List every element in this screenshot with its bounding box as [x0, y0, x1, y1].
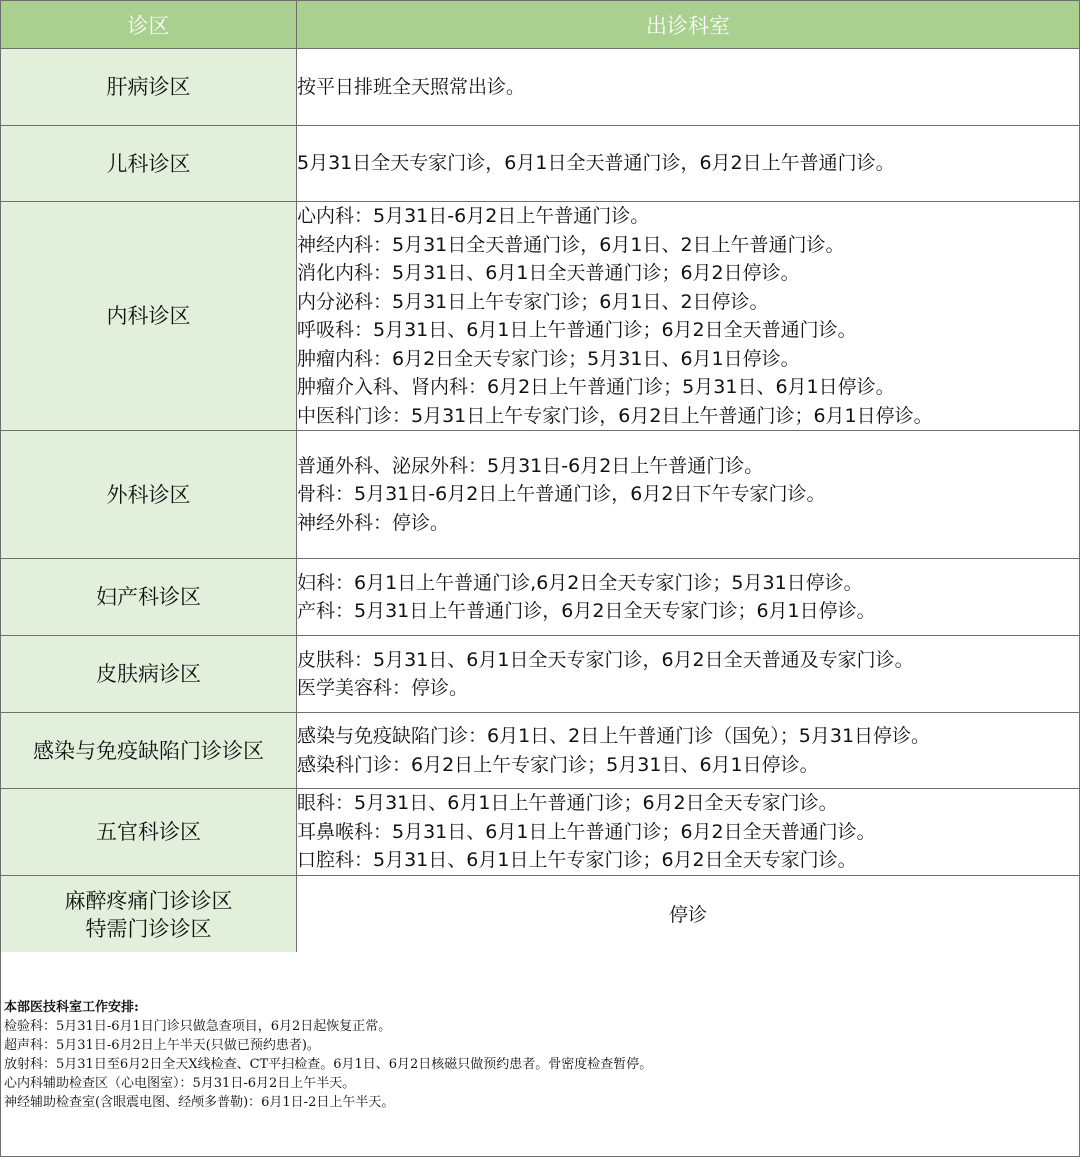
- table-row: [1, 126, 1080, 202]
- dept-cell: [297, 789, 1080, 876]
- dept-line: 皮肤科：5月31日、6月1日全天专家门诊，6月2日全天普通及专家门诊。: [297, 648, 914, 671]
- dept-column-header: 出诊科室: [297, 1, 1080, 49]
- dept-line: 产科：5月31日上午普通门诊，6月2日全天专家门诊；6月1日停诊。: [297, 600, 876, 622]
- dept-line: 按平日排班全天照常出诊。: [297, 75, 526, 98]
- dept-cell: [297, 431, 1080, 559]
- notes-line: 检验科：5月31日-6月1日门诊只做急查项目，6月2日起恢复正常。: [4, 1019, 392, 1034]
- dept-cell: [297, 126, 1080, 202]
- dept-line: 中医科门诊：5月31日上午专家门诊，6月2日上午普通门诊；6月1日停诊。: [297, 404, 933, 427]
- zone-cell: [1, 789, 297, 876]
- zone-label: 妇产科诊区: [96, 585, 201, 609]
- dept-line: 骨科：5月31日-6月2日上午普通门诊，6月2日下午专家门诊。: [297, 483, 826, 506]
- table-row: [1, 559, 1080, 636]
- dept-cell: [297, 713, 1080, 789]
- notes-line: 神经辅助检查室(含眼震电图、经颅多普勒)：6月1日-2日上午半天。: [4, 1095, 395, 1110]
- zone-cell: [1, 49, 297, 126]
- dept-line: 内分泌科：5月31日上午专家门诊；6月1日、2日停诊。: [297, 290, 769, 313]
- zone-cell: [1, 559, 297, 636]
- dept-line: 感染与免疫缺陷门诊：6月1日、2日上午普通门诊（国免）；5月31日停诊。: [297, 725, 931, 747]
- notes-line: 心内科辅助检查区（心电图室）：5月31日-6月2日上午半天。: [4, 1076, 356, 1091]
- table-row: [1, 49, 1080, 126]
- dept-cell: [297, 636, 1080, 713]
- dept-cell: [297, 202, 1080, 431]
- zone-label: 五官科诊区: [96, 819, 201, 844]
- zone-label: 内科诊区: [106, 304, 191, 328]
- notes-title: 本部医技科室工作安排:: [4, 1000, 139, 1015]
- dept-line: 耳鼻喉科：5月31日、6月1日上午普通门诊；6月2日全天普通门诊。: [297, 820, 876, 843]
- notes-body: [4, 998, 652, 1112]
- table-row: [1, 636, 1080, 713]
- dept-line: 神经内科：5月31日全天普通门诊，6月1日、2日上午普通门诊。: [297, 233, 845, 256]
- dept-cell: [297, 49, 1080, 126]
- header-row: [1, 1, 1080, 49]
- zone-label: 麻醉疼痛门诊诊区: [64, 889, 233, 913]
- zone-cell: [1, 636, 297, 713]
- table-row: [1, 789, 1080, 876]
- dept-line: 心内科：5月31日-6月2日上午普通门诊。: [297, 205, 650, 227]
- notes-line: 超声科：5月31日-6月2日上午半天(只做已预约患者)。: [4, 1038, 320, 1053]
- zone-cell: [1, 431, 297, 559]
- notes-section: [0, 952, 1080, 1157]
- zone-cell: [1, 875, 297, 955]
- dept-line: 感染科门诊：6月2日上午专家门诊；5月31日、6月1日停诊。: [297, 753, 819, 776]
- table-row: [1, 202, 1080, 431]
- dept-cell: [297, 559, 1080, 636]
- dept-line: 5月31日全天专家门诊，6月1日全天普通门诊，6月2日上午普通门诊。: [297, 152, 895, 175]
- zone-label: 外科诊区: [106, 482, 191, 507]
- zone-label: 感染与免疫缺陷门诊诊区: [33, 738, 264, 763]
- dept-line: 医学美容科：停诊。: [297, 677, 469, 699]
- zone-column-header: 诊区: [1, 1, 297, 49]
- dept-line: 消化内科：5月31日、6月1日全天普通门诊；6月2日停诊。: [297, 262, 800, 284]
- notes-line: 放射科：5月31日至6月2日全天X线检查、CT平扫检查。6月1日、6月2日核磁只做预约患者。骨密度检查暂停。: [4, 1057, 653, 1072]
- dept-line: 肿瘤内科：6月2日全天专家门诊；5月31日、6月1日停诊。: [297, 347, 800, 370]
- dept-line: 眼科：5月31日、6月1日上午普通门诊；6月2日全天专家门诊。: [297, 792, 838, 814]
- zone-cell: [1, 126, 297, 202]
- dept-line: 口腔科：5月31日、6月1日上午专家门诊；6月2日全天专家门诊。: [297, 849, 857, 871]
- dept-line: 神经外科：停诊。: [297, 511, 450, 534]
- zone-cell: [1, 202, 297, 431]
- table-row: [1, 713, 1080, 789]
- dept-line: 肿瘤介入科、肾内科：6月2日上午普通门诊；5月31日、6月1日停诊。: [297, 376, 895, 398]
- zone-label: 儿科诊区: [106, 151, 191, 176]
- dept-line: 普通外科、泌尿外科：5月31日-6月2日上午普通门诊。: [297, 454, 764, 477]
- zone-label: 皮肤病诊区: [96, 662, 201, 686]
- dept-line: 呼吸科：5月31日、6月1日上午普通门诊；6月2日全天普通门诊。: [297, 319, 857, 341]
- dept-cell: [297, 875, 1080, 955]
- dept-line: 停诊: [668, 903, 707, 926]
- zone-label: 特需门诊诊区: [85, 917, 212, 941]
- dept-line: 妇科：6月1日上午普通门诊,6月2日全天专家门诊；5月31日停诊。: [297, 571, 863, 594]
- zone-cell: [1, 713, 297, 789]
- zone-label: 肝病诊区: [106, 75, 191, 99]
- table-row: [1, 875, 1080, 955]
- table-row: [1, 431, 1080, 559]
